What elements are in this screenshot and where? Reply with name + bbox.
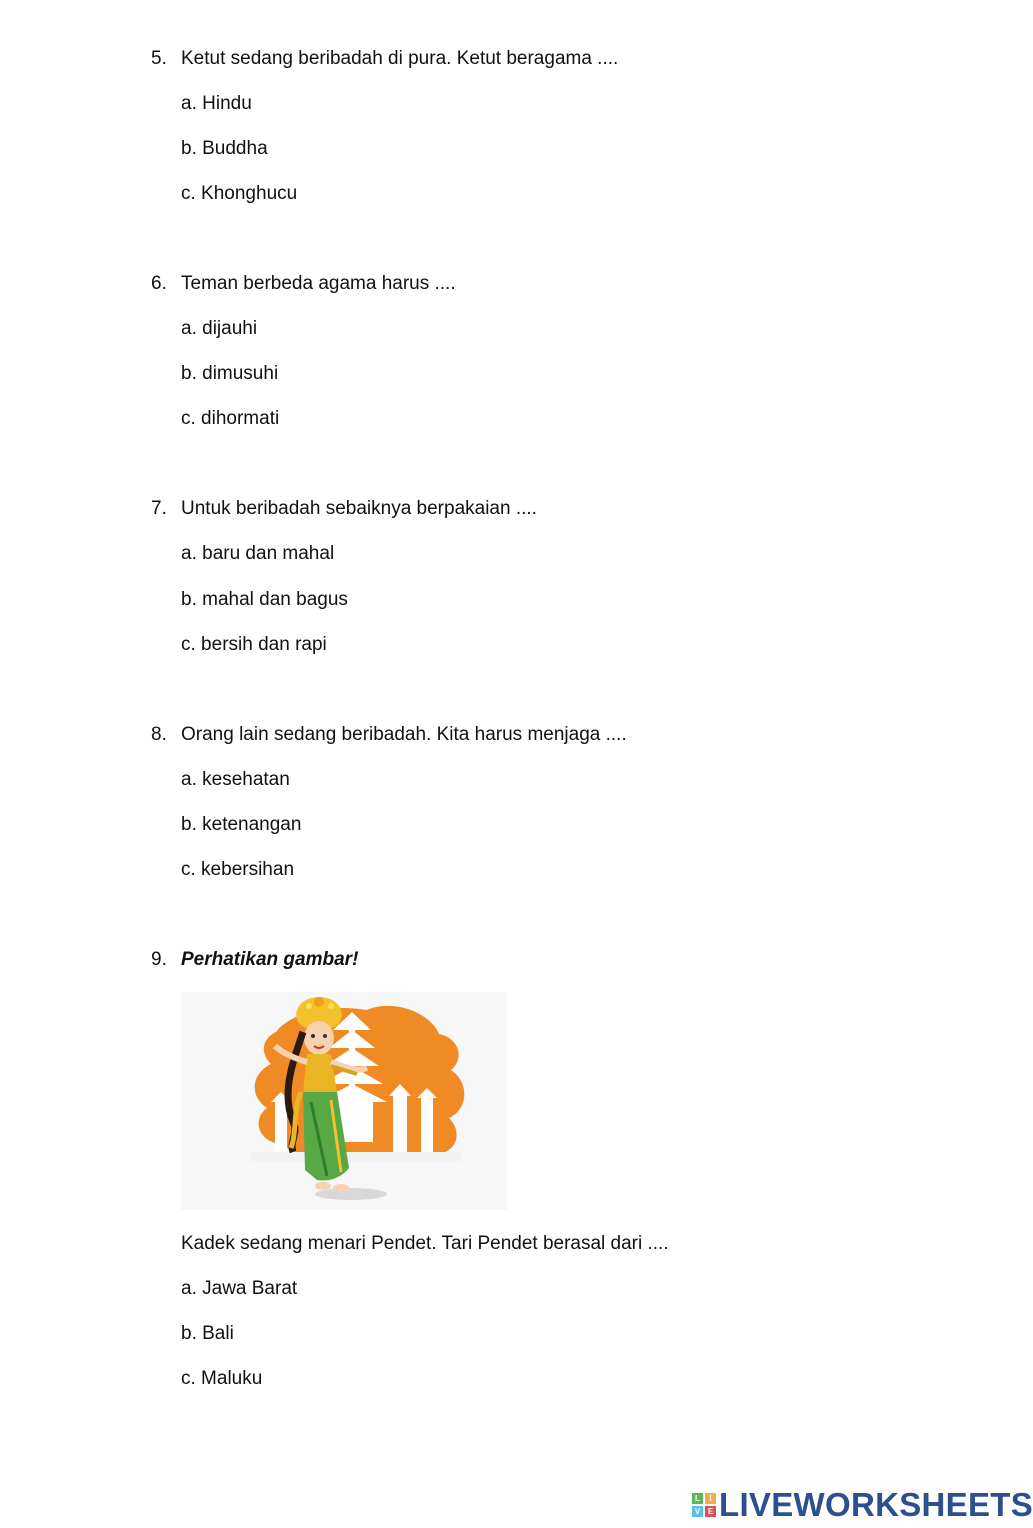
pendet-dancer-illustration — [181, 992, 507, 1210]
logo-letter: L — [692, 1493, 703, 1504]
logo-letter: I — [705, 1493, 716, 1504]
liveworksheets-logo-icon — [692, 1493, 716, 1517]
option-c[interactable]: c. dihormati — [181, 408, 280, 429]
option-a[interactable]: a. Hindu — [181, 93, 252, 114]
option-c[interactable]: c. Maluku — [181, 1368, 263, 1389]
option-b[interactable]: b. mahal dan bagus — [181, 589, 348, 610]
question-instruction: Perhatikan gambar! — [181, 949, 359, 970]
dancer-picture — [181, 992, 507, 1210]
option-a[interactable]: a. kesehatan — [181, 769, 290, 790]
option-c[interactable]: c. kebersihan — [181, 859, 295, 880]
option-c[interactable]: c. Khonghucu — [181, 183, 298, 204]
brand-name: LIVEWORKSHEETS — [719, 1486, 1033, 1523]
question-number: 5. — [151, 48, 167, 69]
option-a[interactable]: a. dijauhi — [181, 318, 258, 339]
question-number: 6. — [151, 273, 167, 294]
option-b[interactable]: b. ketenangan — [181, 814, 302, 835]
question-text: Kadek sedang menari Pendet. Tari Pendet berasal dari .... — [181, 1233, 669, 1254]
logo-letter: V — [692, 1506, 703, 1517]
logo-letter: E — [705, 1506, 716, 1517]
option-a[interactable]: a. baru dan mahal — [181, 543, 335, 564]
question-number: 7. — [151, 498, 167, 519]
option-b[interactable]: b. Bali — [181, 1323, 234, 1344]
option-b[interactable]: b. dimusuhi — [181, 363, 279, 384]
option-c[interactable]: c. bersih dan rapi — [181, 634, 327, 655]
question-text: Orang lain sedang beribadah. Kita harus menjaga .... — [181, 724, 627, 745]
option-b[interactable]: b. Buddha — [181, 138, 268, 159]
question-text: Ketut sedang beribadah di pura. Ketut beragama .... — [181, 48, 619, 69]
question-number: 8. — [151, 724, 167, 745]
option-a[interactable]: a. Jawa Barat — [181, 1278, 298, 1299]
question-text: Teman berbeda agama harus .... — [181, 273, 456, 294]
question-text: Untuk beribadah sebaiknya berpakaian .... — [181, 498, 537, 519]
question-number: 9. — [151, 949, 167, 970]
liveworksheets-brand — [692, 1488, 1033, 1522]
